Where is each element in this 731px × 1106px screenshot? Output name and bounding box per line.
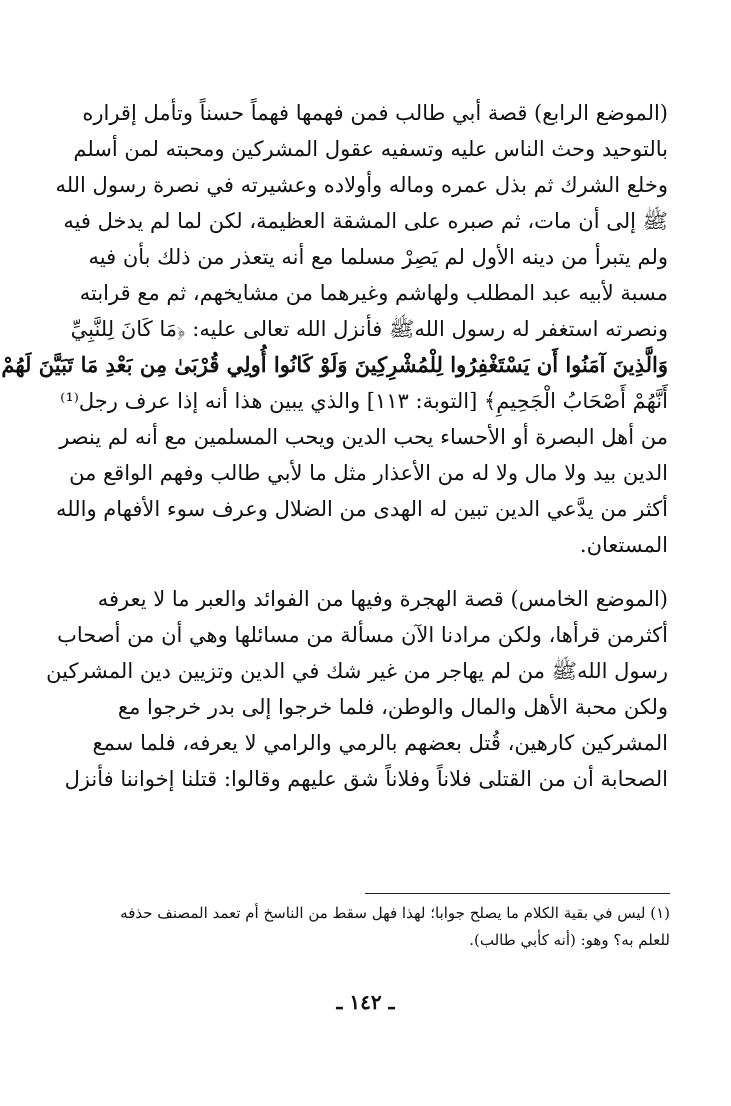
text-line: (الموضع الرابع) قصة أبي طالب فمن فهمها فهماً حسناً وتأمل إقراره: [82, 101, 668, 125]
paragraph-fourth-position: [1, 95, 668, 563]
text-line: من أهل البصرة أو الأحساء يحب الدين ويحب المسلمين مع أنه لم ينصر: [59, 425, 668, 449]
footnote-line: (١) ليس في بقية الكلام ما يصلح جوابا؛ لهذا فهل سقط من الناسخ أم تعمد المصنف حذفه: [120, 904, 670, 922]
text-line: أكثر من يدَّعي الدين تبين له الهدى من الضلال وعرف سوء الأفهام والله: [56, 497, 668, 521]
text-line: بالتوحيد وحث الناس عليه وتسفيه عقول المشركين ومحبته لمن أسلم: [73, 137, 668, 161]
text-line: المستعان.: [579, 533, 668, 557]
quran-verse-line: وَالَّذِينَ آمَنُوا أَن يَسْتَغْفِرُوا لِلْمُشْرِكِينَ وَلَوْ كَانُوا أُولِي قُرْبَىٰ مِن بَعْدِ مَا تَبَيَّنَ لَهُمْ: [1, 352, 668, 377]
text-line: رسول اللهﷺ من لم يهاجر من غير شك في الدين وتزيين دين المشركين: [46, 659, 668, 683]
text-line: وخلع الشرك ثم بذل عمره وماله وأولاده وعشيرته في نصرة رسول الله: [55, 173, 668, 197]
text-line: مسبة لأبيه عبد المطلب ولهاشم وغيرهما من مشايخهم، ثم مع قرابته: [79, 281, 668, 305]
text-line: أكثرمن قرأها، ولكن مرادنا الآن مسألة من مسائلها وهي أن من أصحاب: [57, 623, 668, 647]
text-line: ﷺ إلى أن مات، ثم صبره على المشقة العظيمة، لكن لما لم يدخل فيه: [63, 209, 668, 233]
text-line: الدين بيد ولا مال ولا له من الأعذار مثل ما لأبي طالب وفهم الواقع من: [69, 461, 668, 485]
text-line: أَنَّهُمْ أَصْحَابُ الْجَحِيمِ﴾ [التوبة: ١١٣] والذي يبين هذا أنه إذا عرف رجل⁽¹⁾: [60, 389, 668, 413]
text-line: ونصرته استغفر له رسول اللهﷺ فأنزل الله تعالى عليه: ﴿مَا كَانَ لِلنَّبِيِّ: [70, 317, 668, 341]
text-line: ولكن محبة الأهل والمال والوطن، فلما خرجوا إلى بدر خرجوا مع: [117, 695, 668, 719]
page-number: ـ ١٤٢ ـ: [336, 990, 395, 1014]
text-line: (الموضع الخامس) قصة الهجرة وفيها من الفوائد والعبر ما لا يعرفه: [97, 587, 668, 611]
footnote-divider: [365, 893, 670, 894]
text-line: ولم يتبرأ من دينه الأول لم يَصِرْ مسلما مع أنه يتعذر من ذلك بأن فيه: [88, 245, 668, 269]
paragraph-fifth-position: [46, 581, 668, 797]
footnotes: [70, 900, 670, 954]
text-line: المشركين كارهين، قُتل بعضهم بالرمي والرامي لا يعرفه، فلما سمع: [92, 731, 668, 755]
footnote-line: للعلم به؟ وهو: (أنه كأبي طالب).: [469, 931, 670, 949]
text-line: الصحابة أن من القتلى فلاناً وفلاناً شق عليهم وقالوا: قتلنا إخواننا فأنزل: [64, 767, 668, 791]
page-body: [1, 95, 668, 815]
